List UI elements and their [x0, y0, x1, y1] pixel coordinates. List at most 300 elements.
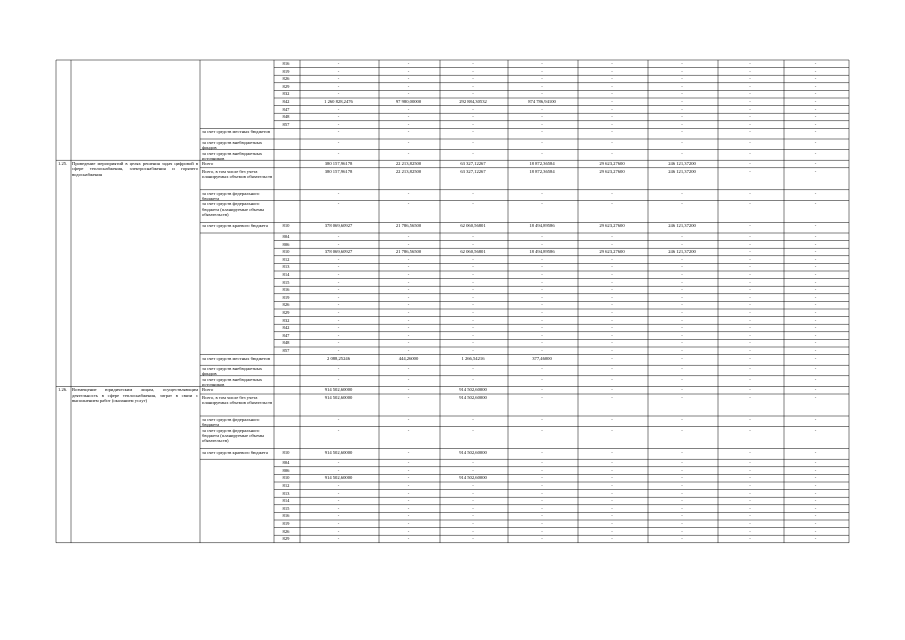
- amount-cell: -: [541, 467, 543, 473]
- amount-cell: -: [611, 505, 613, 511]
- kbk-code: 816: [282, 61, 290, 66]
- amount-cell: -: [681, 317, 683, 323]
- amount-cell: -: [681, 302, 683, 308]
- amount-cell: -: [407, 302, 410, 308]
- amount-cell: -: [814, 355, 817, 361]
- amount-cell: -: [337, 272, 340, 277]
- kbk-code: 847: [282, 106, 290, 112]
- amount-cell: -: [749, 256, 751, 262]
- amount-cell: -: [541, 201, 543, 207]
- amount-cell: -: [337, 348, 340, 353]
- amount-cell: -: [337, 91, 340, 97]
- amount-cell: 97 980,00000: [395, 99, 422, 104]
- amount-cell: -: [749, 355, 751, 361]
- amount-cell: -: [407, 241, 410, 247]
- amount-cell: -: [337, 427, 340, 433]
- kbk-code: 826: [282, 528, 290, 534]
- amount-cell: -: [407, 272, 410, 277]
- amount-cell: -: [681, 310, 683, 315]
- amount-cell: 378 069,60927: [324, 223, 353, 229]
- amount-cell: -: [681, 348, 683, 353]
- amount-cell: -: [541, 241, 543, 247]
- amount-cell: -: [681, 272, 683, 277]
- amount-cell: -: [611, 99, 613, 104]
- amount-cell: -: [541, 528, 543, 534]
- amount-cell: -: [407, 256, 410, 262]
- amount-cell: -: [337, 150, 340, 156]
- amount-cell: -: [611, 513, 613, 519]
- amount-cell: 1 260 828,2476: [324, 99, 353, 104]
- amount-cell: -: [814, 395, 817, 400]
- amount-cell: -: [611, 317, 613, 323]
- amount-cell: -: [472, 121, 474, 127]
- funding-source: за счет средств внебюджетных фондов: [202, 140, 263, 150]
- amount-cell: -: [472, 150, 474, 156]
- amount-cell: -: [681, 68, 683, 74]
- amount-cell: -: [337, 121, 340, 127]
- amount-cell: -: [749, 366, 751, 372]
- amount-cell: -: [611, 272, 613, 277]
- amount-cell: -: [814, 91, 817, 97]
- amount-cell: -: [814, 150, 817, 156]
- amount-cell: -: [407, 513, 410, 519]
- amount-cell: -: [611, 475, 613, 481]
- amount-cell: -: [749, 264, 751, 270]
- amount-cell: -: [814, 528, 817, 534]
- amount-cell: -: [814, 264, 817, 270]
- amount-cell: -: [681, 387, 683, 393]
- amount-cell: -: [541, 395, 543, 400]
- amount-cell: -: [611, 106, 613, 112]
- amount-cell: -: [611, 68, 613, 74]
- amount-cell: 18 872,36584: [529, 168, 555, 174]
- amount-cell: -: [814, 161, 817, 167]
- amount-cell: -: [541, 325, 543, 331]
- amount-cell: -: [472, 536, 474, 542]
- amount-cell: -: [541, 521, 543, 526]
- amount-cell: 18 872,36584: [529, 161, 555, 167]
- amount-cell: 29 623,27600: [599, 249, 625, 255]
- amount-cell: -: [337, 317, 340, 323]
- amount-cell: -: [472, 310, 474, 315]
- amount-cell: -: [681, 340, 683, 346]
- funding-source: за счет средств федерального бюджета: [202, 417, 260, 427]
- funding-source: за счет средств внебюджетных фондов: [202, 366, 263, 376]
- amount-cell: -: [681, 61, 683, 66]
- amount-cell: 914 502,60000: [459, 387, 487, 393]
- amount-cell: -: [814, 498, 817, 504]
- amount-cell: -: [681, 121, 683, 127]
- amount-cell: -: [814, 302, 817, 308]
- amount-cell: -: [681, 332, 683, 338]
- amount-cell: -: [407, 201, 410, 207]
- amount-cell: -: [814, 272, 817, 277]
- amount-cell: 292 884,30532: [459, 99, 487, 104]
- amount-cell: -: [814, 376, 817, 382]
- amount-cell: -: [814, 427, 817, 433]
- amount-cell: -: [611, 241, 613, 247]
- amount-cell: -: [337, 140, 340, 145]
- amount-cell: -: [472, 114, 474, 120]
- amount-cell: -: [681, 417, 683, 422]
- amount-cell: -: [541, 417, 543, 422]
- amount-cell: -: [407, 536, 410, 542]
- amount-cell: -: [749, 528, 751, 534]
- amount-cell: 378 069,60927: [324, 249, 353, 255]
- kbk-code: 848: [282, 340, 290, 346]
- kbk-code: 806: [282, 467, 290, 473]
- amount-cell: -: [337, 106, 340, 112]
- amount-cell: -: [407, 310, 410, 315]
- amount-cell: -: [611, 417, 613, 422]
- amount-cell: 914 502,60000: [324, 449, 353, 455]
- amount-cell: -: [407, 505, 410, 511]
- amount-cell: 63 327,12267: [460, 168, 486, 174]
- amount-cell: 444,26000: [398, 355, 419, 361]
- amount-cell: -: [814, 61, 817, 66]
- amount-cell: -: [407, 366, 410, 372]
- amount-cell: 62 060,56801: [460, 249, 486, 255]
- amount-cell: -: [541, 317, 543, 323]
- amount-cell: -: [472, 279, 474, 285]
- amount-cell: -: [611, 395, 613, 400]
- amount-cell: -: [749, 83, 751, 89]
- amount-cell: -: [541, 498, 543, 504]
- amount-cell: -: [749, 287, 751, 293]
- amount-cell: -: [407, 294, 410, 300]
- amount-cell: -: [814, 536, 817, 542]
- amount-cell: -: [541, 376, 543, 382]
- amount-cell: -: [814, 287, 817, 293]
- kbk-code: 815: [282, 279, 290, 285]
- amount-cell: -: [749, 310, 751, 315]
- amount-cell: 18 494,89586: [529, 249, 555, 255]
- amount-cell: 246 121,37200: [668, 223, 696, 229]
- amount-cell: -: [407, 528, 410, 534]
- amount-cell: -: [611, 528, 613, 534]
- amount-cell: -: [407, 129, 410, 135]
- amount-cell: -: [814, 310, 817, 315]
- amount-cell: -: [541, 287, 543, 293]
- amount-cell: -: [407, 427, 410, 433]
- amount-cell: -: [407, 190, 410, 196]
- amount-cell: -: [337, 460, 340, 466]
- amount-cell: -: [814, 223, 817, 229]
- amount-cell: 874 786,94100: [528, 99, 556, 104]
- amount-cell: -: [337, 521, 340, 526]
- kbk-code: 804: [282, 234, 290, 239]
- amount-cell: -: [681, 76, 683, 82]
- amount-cell: -: [541, 121, 543, 127]
- amount-cell: -: [472, 498, 474, 504]
- amount-cell: -: [337, 528, 340, 534]
- amount-cell: -: [541, 490, 543, 496]
- amount-cell: 914 502,60000: [324, 395, 353, 400]
- amount-cell: -: [407, 140, 410, 145]
- amount-cell: -: [337, 302, 340, 308]
- amount-cell: -: [472, 325, 474, 331]
- amount-cell: -: [407, 417, 410, 422]
- amount-cell: -: [814, 449, 817, 455]
- amount-cell: -: [541, 150, 543, 156]
- amount-cell: -: [749, 483, 751, 488]
- amount-cell: 2 088,25246: [327, 355, 350, 361]
- amount-cell: -: [681, 256, 683, 262]
- amount-cell: -: [337, 513, 340, 519]
- amount-cell: -: [681, 460, 683, 466]
- amount-cell: -: [749, 106, 751, 112]
- amount-cell: -: [814, 129, 817, 135]
- amount-cell: -: [611, 256, 613, 262]
- amount-cell: -: [407, 348, 410, 353]
- event-name: Проведение мероприятий в целях решения задач цифровой в сфере теплоснабжения, электроснабжения и горячего водоснабжения: [72, 161, 198, 177]
- amount-cell: -: [541, 505, 543, 511]
- amount-cell: -: [749, 279, 751, 285]
- amount-cell: -: [611, 498, 613, 504]
- amount-cell: -: [749, 294, 751, 300]
- amount-cell: -: [337, 241, 340, 247]
- amount-cell: 914 502,60000: [459, 449, 487, 455]
- amount-cell: -: [749, 467, 751, 473]
- amount-cell: -: [749, 348, 751, 353]
- amount-cell: -: [814, 234, 817, 239]
- amount-cell: -: [749, 340, 751, 346]
- amount-cell: -: [407, 121, 410, 127]
- kbk-code: 810: [282, 475, 290, 481]
- amount-cell: -: [472, 513, 474, 519]
- amount-cell: -: [749, 161, 751, 167]
- amount-cell: -: [337, 264, 340, 270]
- amount-cell: -: [472, 376, 474, 382]
- amount-cell: -: [407, 106, 410, 112]
- amount-cell: -: [541, 234, 543, 239]
- amount-cell: -: [814, 521, 817, 526]
- amount-cell: -: [681, 490, 683, 496]
- amount-cell: -: [681, 287, 683, 293]
- kbk-code: 816: [282, 287, 290, 293]
- kbk-code: 826: [282, 302, 290, 308]
- amount-cell: 62 060,56801: [460, 223, 486, 229]
- kbk-code: 847: [282, 332, 290, 338]
- amount-cell: -: [681, 150, 683, 156]
- amount-cell: -: [337, 366, 340, 372]
- amount-cell: -: [611, 129, 613, 135]
- kbk-code: 804: [282, 460, 290, 466]
- amount-cell: -: [337, 279, 340, 285]
- amount-cell: -: [407, 376, 410, 382]
- amount-cell: -: [611, 114, 613, 120]
- kbk-code: 815: [282, 505, 290, 511]
- amount-cell: -: [611, 521, 613, 526]
- amount-cell: -: [407, 76, 410, 82]
- amount-cell: -: [472, 294, 474, 300]
- amount-cell: -: [541, 536, 543, 542]
- amount-cell: -: [749, 417, 751, 422]
- amount-cell: -: [541, 83, 543, 89]
- kbk-code: 810: [282, 223, 290, 229]
- amount-cell: -: [611, 355, 613, 361]
- amount-cell: -: [611, 302, 613, 308]
- amount-cell: -: [611, 61, 613, 66]
- amount-cell: -: [472, 234, 474, 239]
- amount-cell: -: [472, 505, 474, 511]
- amount-cell: -: [541, 483, 543, 488]
- amount-cell: -: [472, 483, 474, 488]
- amount-cell: -: [814, 168, 817, 174]
- amount-cell: -: [814, 68, 817, 74]
- amount-cell: 21 786,56500: [395, 249, 422, 255]
- amount-cell: -: [681, 106, 683, 112]
- amount-cell: -: [472, 490, 474, 496]
- amount-cell: -: [337, 61, 340, 66]
- amount-cell: -: [611, 287, 613, 293]
- amount-cell: -: [611, 83, 613, 89]
- amount-cell: -: [472, 201, 474, 207]
- funding-source: за счет средств внебюджетных источников: [202, 376, 263, 387]
- amount-cell: -: [814, 201, 817, 207]
- amount-cell: -: [681, 190, 683, 196]
- amount-cell: -: [541, 61, 543, 66]
- amount-cell: -: [407, 521, 410, 526]
- amount-cell: -: [749, 168, 751, 174]
- amount-cell: -: [611, 325, 613, 331]
- amount-cell: -: [337, 498, 340, 504]
- amount-cell: -: [749, 302, 751, 308]
- amount-cell: -: [407, 395, 410, 400]
- amount-cell: -: [407, 114, 410, 120]
- amount-cell: -: [749, 505, 751, 511]
- amount-cell: -: [814, 490, 817, 496]
- amount-cell: -: [681, 449, 683, 455]
- amount-cell: -: [472, 340, 474, 346]
- amount-cell: -: [749, 114, 751, 120]
- amount-cell: -: [407, 460, 410, 466]
- amount-cell: -: [681, 234, 683, 239]
- kbk-code: 829: [282, 536, 290, 542]
- amount-cell: -: [749, 460, 751, 466]
- amount-cell: -: [749, 99, 751, 104]
- amount-cell: -: [611, 376, 613, 382]
- amount-cell: -: [611, 483, 613, 488]
- amount-cell: -: [472, 521, 474, 526]
- amount-cell: 377,46000: [532, 355, 552, 361]
- amount-cell: -: [472, 272, 474, 277]
- amount-cell: -: [472, 256, 474, 262]
- amount-cell: -: [541, 76, 543, 82]
- amount-cell: -: [814, 114, 817, 120]
- amount-cell: -: [749, 241, 751, 247]
- amount-cell: -: [541, 272, 543, 277]
- amount-cell: -: [749, 121, 751, 127]
- amount-cell: -: [814, 348, 817, 353]
- amount-cell: -: [749, 68, 751, 74]
- amount-cell: -: [407, 68, 410, 74]
- kbk-code: 813: [282, 490, 290, 496]
- amount-cell: -: [749, 272, 751, 277]
- amount-cell: -: [611, 332, 613, 338]
- amount-cell: -: [541, 279, 543, 285]
- amount-cell: -: [681, 201, 683, 207]
- amount-cell: -: [407, 387, 410, 393]
- amount-cell: -: [407, 340, 410, 346]
- amount-cell: -: [681, 294, 683, 300]
- amount-cell: -: [749, 498, 751, 504]
- amount-cell: -: [611, 366, 613, 372]
- funding-source: Всего: [202, 161, 214, 167]
- amount-cell: -: [749, 475, 751, 481]
- amount-cell: -: [541, 129, 543, 135]
- amount-cell: -: [337, 234, 340, 239]
- funding-source: Всего, в том числе без учета планируемых объемов обязательств: [202, 395, 273, 406]
- amount-cell: -: [472, 241, 474, 247]
- amount-cell: -: [337, 114, 340, 120]
- amount-cell: -: [472, 91, 474, 97]
- amount-cell: -: [814, 366, 817, 372]
- amount-cell: -: [681, 467, 683, 473]
- amount-cell: 18 494,89586: [529, 223, 555, 229]
- amount-cell: -: [814, 317, 817, 323]
- amount-cell: -: [681, 114, 683, 120]
- kbk-code: 848: [282, 114, 290, 120]
- row-number: 1.26.: [58, 387, 68, 393]
- amount-cell: -: [541, 340, 543, 346]
- amount-cell: -: [749, 332, 751, 338]
- amount-cell: -: [814, 483, 817, 488]
- amount-cell: -: [749, 536, 751, 542]
- amount-cell: -: [541, 348, 543, 353]
- amount-cell: -: [681, 528, 683, 534]
- amount-cell: -: [814, 121, 817, 127]
- amount-cell: 29 623,27600: [599, 223, 625, 229]
- kbk-code: 810: [282, 449, 290, 455]
- amount-cell: -: [472, 76, 474, 82]
- amount-cell: -: [472, 348, 474, 353]
- amount-cell: -: [541, 366, 543, 372]
- amount-cell: -: [749, 376, 751, 382]
- amount-cell: -: [407, 317, 410, 323]
- amount-cell: -: [681, 366, 683, 372]
- amount-cell: -: [749, 140, 751, 145]
- amount-cell: -: [749, 521, 751, 526]
- amount-cell: -: [611, 340, 613, 346]
- amount-cell: -: [472, 302, 474, 308]
- amount-cell: -: [749, 76, 751, 82]
- amount-cell: -: [681, 395, 683, 400]
- amount-cell: -: [814, 190, 817, 196]
- amount-cell: 22 213,82500: [395, 161, 422, 167]
- amount-cell: -: [681, 376, 683, 382]
- amount-cell: -: [611, 490, 613, 496]
- amount-cell: -: [814, 505, 817, 511]
- kbk-code: 842: [282, 99, 290, 104]
- amount-cell: -: [337, 294, 340, 300]
- amount-cell: -: [611, 279, 613, 285]
- amount-cell: -: [407, 483, 410, 488]
- amount-cell: -: [541, 294, 543, 300]
- amount-cell: -: [337, 68, 340, 74]
- amount-cell: -: [541, 513, 543, 519]
- amount-cell: -: [407, 490, 410, 496]
- amount-cell: -: [541, 68, 543, 74]
- amount-cell: -: [611, 234, 613, 239]
- amount-cell: -: [472, 129, 474, 135]
- amount-cell: -: [814, 256, 817, 262]
- amount-cell: -: [814, 417, 817, 422]
- amount-cell: 22 213,82500: [395, 168, 422, 174]
- amount-cell: -: [681, 264, 683, 270]
- amount-cell: -: [611, 264, 613, 270]
- amount-cell: -: [541, 264, 543, 270]
